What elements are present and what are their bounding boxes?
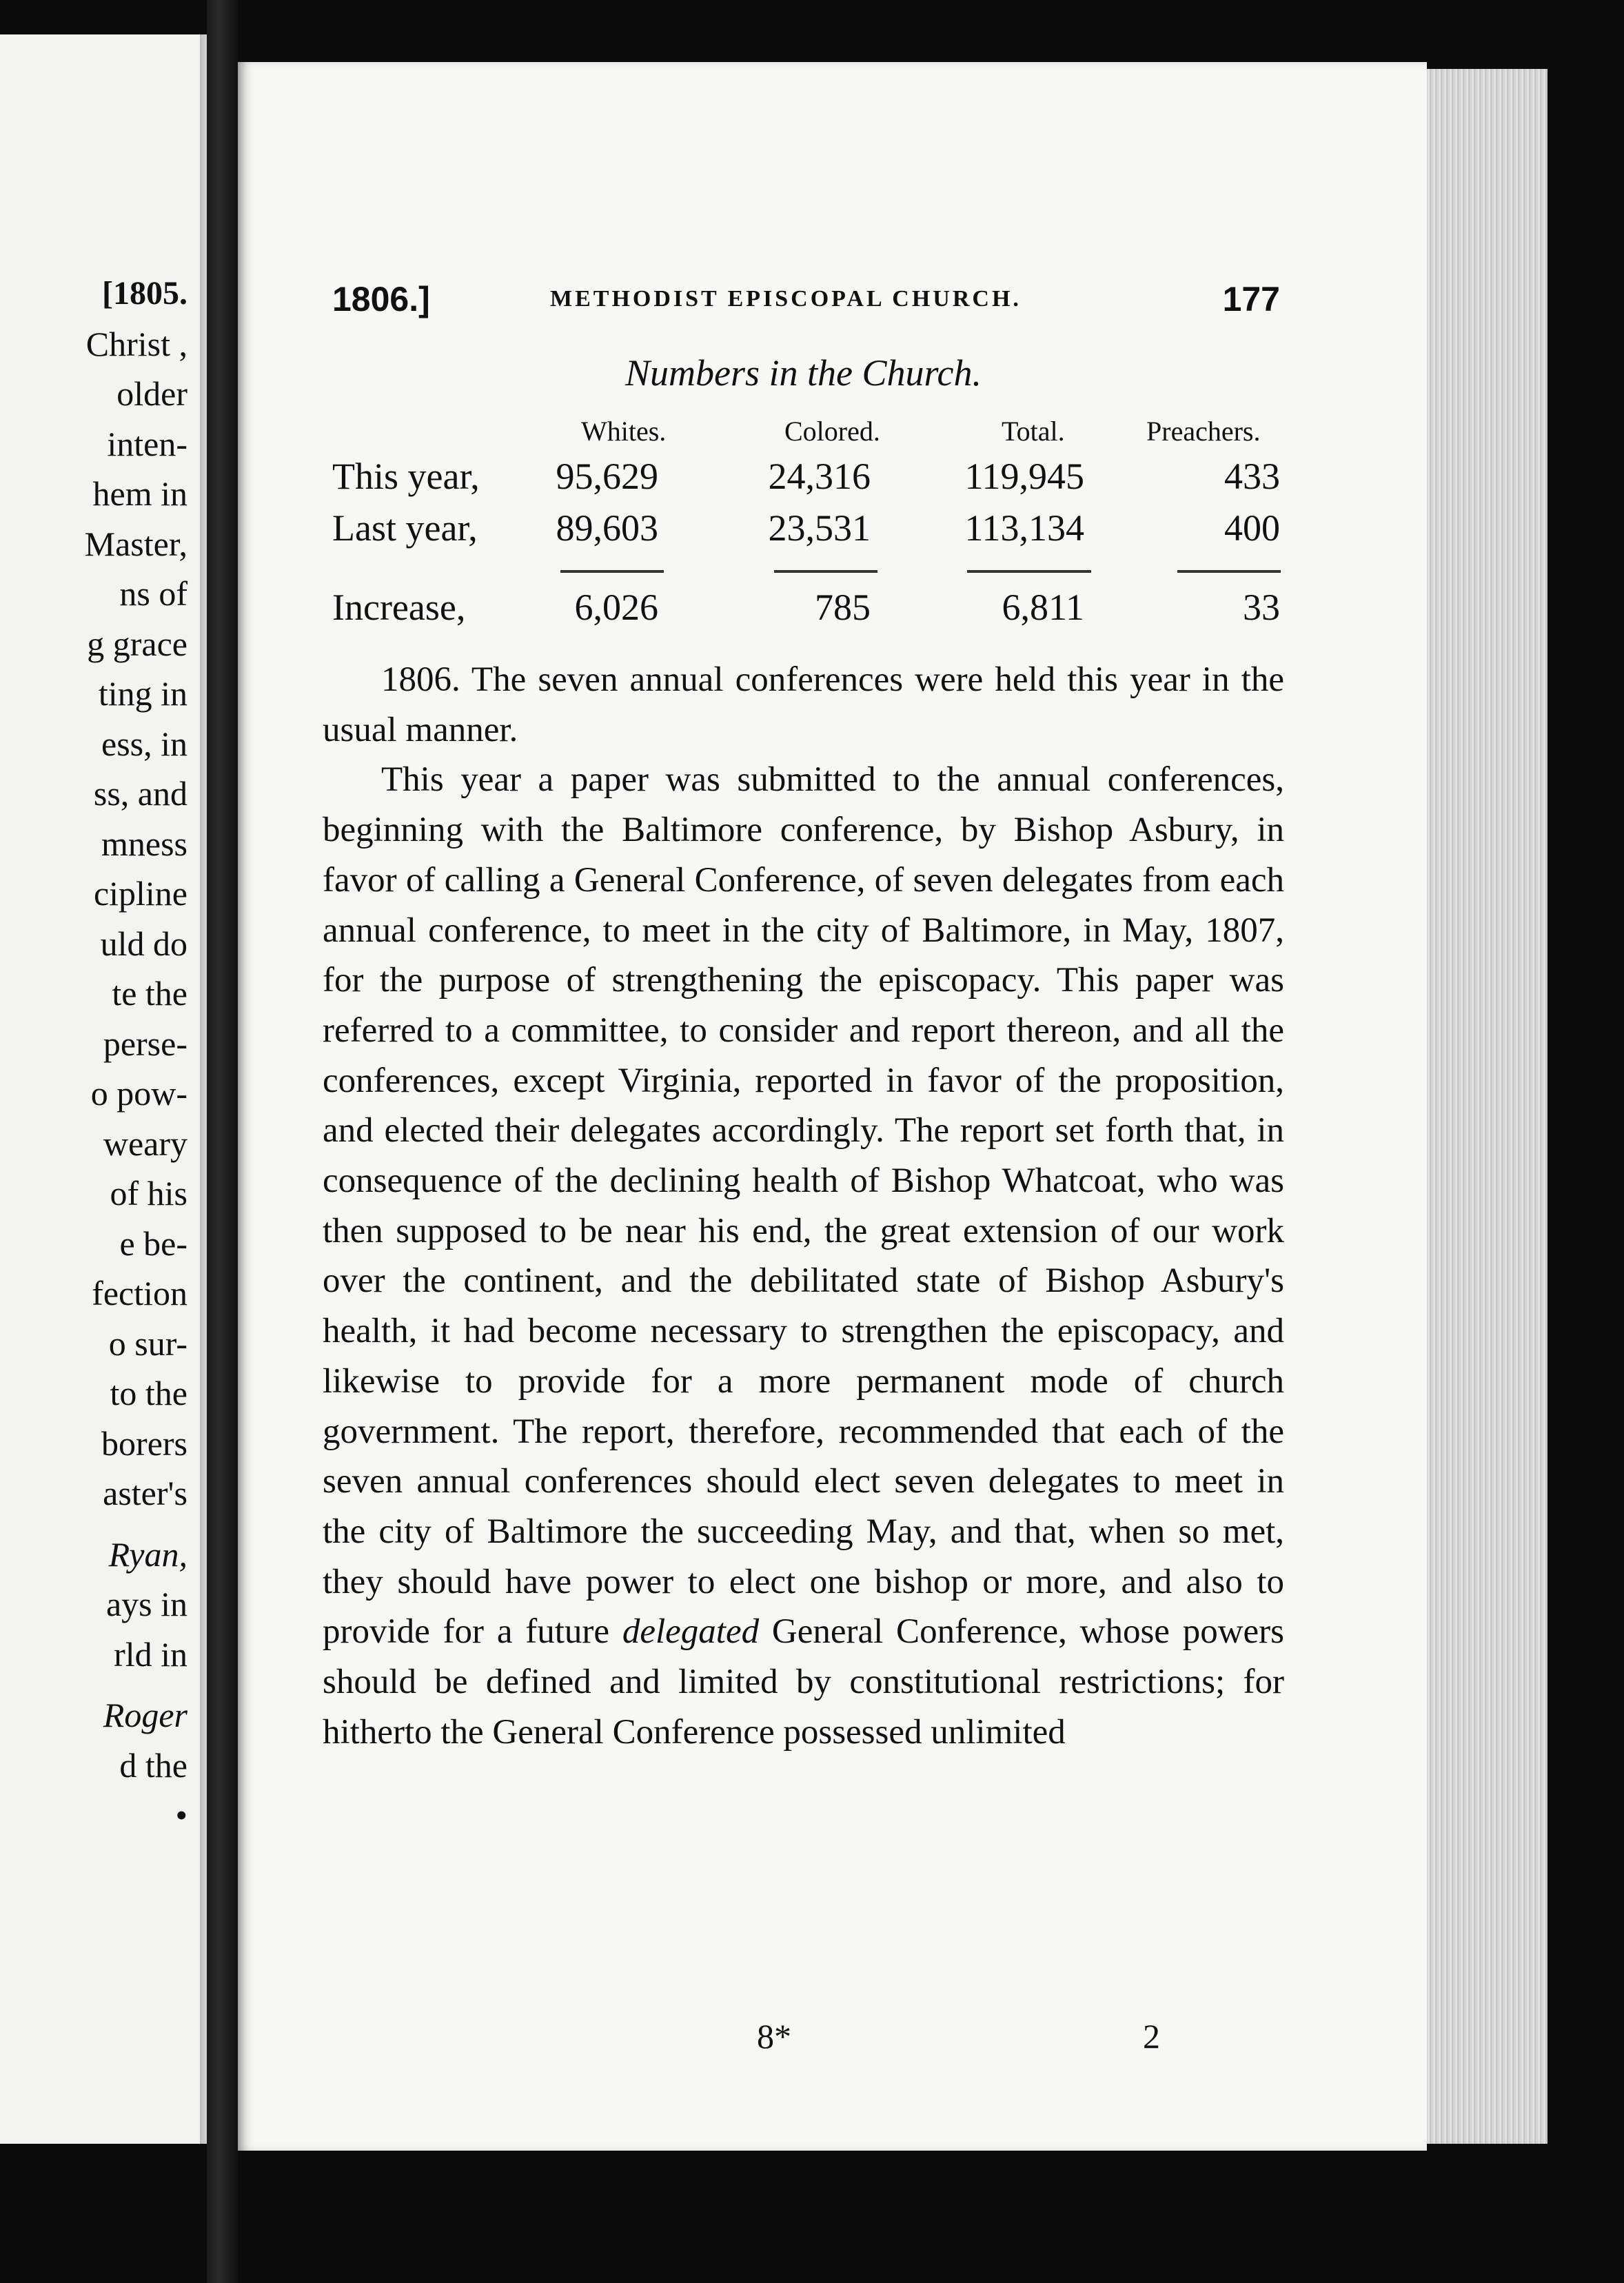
row-label-increase: Increase, <box>332 587 466 628</box>
left-line: fection <box>92 1274 187 1312</box>
left-line: ays in <box>105 1585 187 1623</box>
left-line: Christ , <box>85 324 187 363</box>
paragraph-general-conference-proposal <box>323 755 1284 1757</box>
left-line: • <box>175 1796 187 1834</box>
left-line: weary <box>103 1124 187 1163</box>
column-header-colored: Colored. <box>784 416 880 447</box>
left-line: g grace <box>87 624 187 663</box>
page-year-reference: 1806.] <box>332 280 430 318</box>
left-line: borers <box>101 1423 187 1463</box>
left-line: Ryan, <box>108 1534 187 1574</box>
sum-rule <box>1177 570 1281 573</box>
left-line: to the <box>110 1374 187 1412</box>
book-gutter <box>207 0 238 2283</box>
italic-word-delegated: delegated <box>622 1612 760 1652</box>
cell-last-year-whites: 89,603 <box>556 507 658 549</box>
left-line: te the <box>112 974 187 1013</box>
left-line: Roger <box>103 1696 187 1734</box>
cell-increase-colored: 785 <box>815 587 871 628</box>
running-title: METHODIST EPISCOPAL CHURCH. <box>550 286 1022 312</box>
page-number: 177 <box>1222 280 1280 318</box>
cell-increase-total: 6,811 <box>1002 587 1084 628</box>
page-stack-edge <box>1427 69 1547 2144</box>
left-line: e be- <box>119 1224 187 1263</box>
left-page-gutter-shadow <box>200 34 207 2144</box>
column-header-total: Total. <box>1002 416 1065 447</box>
cell-this-year-colored: 24,316 <box>768 456 871 497</box>
signature-number: 2 <box>1143 2017 1160 2056</box>
left-line: rld in <box>114 1634 187 1674</box>
cell-increase-preachers: 33 <box>1243 587 1280 628</box>
left-line: ss, and <box>93 774 187 813</box>
cell-increase-whites: 6,026 <box>574 587 658 628</box>
left-facing-page <box>0 34 207 2144</box>
row-label-last-year: Last year, <box>332 507 478 549</box>
signature-mark: 8* <box>757 2017 791 2056</box>
running-head <box>323 279 1284 327</box>
membership-statistics-table <box>323 415 1284 642</box>
cell-this-year-whites: 95,629 <box>556 456 658 497</box>
sum-rule <box>774 570 877 573</box>
left-line: d the <box>119 1745 187 1785</box>
left-line: ns of <box>119 574 187 613</box>
sum-rule <box>967 570 1091 573</box>
left-line: of his <box>110 1174 187 1212</box>
table-title: Numbers in the Church. <box>625 352 982 394</box>
cell-last-year-preachers: 400 <box>1224 507 1280 549</box>
sum-rule <box>560 570 664 573</box>
left-line: perse- <box>103 1024 187 1063</box>
column-header-preachers: Preachers. <box>1146 416 1261 447</box>
cell-last-year-colored: 23,531 <box>768 507 871 549</box>
paragraph-1806-conferences: 1806. The seven annual conferences were held this year in the usual manner. <box>323 660 1284 749</box>
left-line: [1805. <box>102 275 187 312</box>
left-line: o pow- <box>90 1074 187 1113</box>
left-line: o sur- <box>108 1323 187 1363</box>
left-line: older <box>116 374 187 413</box>
left-line: inten- <box>107 424 187 463</box>
cell-last-year-total: 113,134 <box>964 507 1084 549</box>
left-page-text-fragments <box>85 269 187 1840</box>
cell-this-year-total: 119,945 <box>964 456 1084 497</box>
left-line: aster's <box>103 1474 187 1512</box>
left-line: ess, in <box>101 724 187 763</box>
left-line: mness <box>101 824 187 863</box>
paragraph-text-continued: General Conference, whose powers should be defined and limited by constitutional restrictions; for hitherto the General Conference possessed unlimited <box>323 1612 1285 1752</box>
left-line: cipline <box>93 874 187 913</box>
column-header-whites: Whites. <box>581 416 667 447</box>
left-line: ting in <box>98 674 187 713</box>
paragraph-text: This year a paper was submitted to the annual conferences, beginning with the Baltimore conference, by Bishop Asbury, in favor of calling a General Conference, of seven delegates from each annual conference, to meet in the city of Baltimore, in May, 1807, for the purpose of strengthening the episcopacy. This paper was referred to a committee, to consider and report thereon, and all the conferences, except Virginia, reported in favor of the proposition, and elected their delegates accordingly. The report set forth that, in consequence of the declining health of Bishop Whatcoat, who was then supposed to be near his end, the great extension of our work over the continent, and the debilitated state of Bishop Asbury's health, it had become necessary to strengthen the episcopacy, and likewise to provide for a more permanent mode of church government. The report, therefore, recommended that each of the seven annual conferences should elect seven delegates to meet in the city of Baltimore the succeeding May, and that, when so met, they should have power to elect one bishop or more, and also to provide for a future <box>323 760 1284 1652</box>
left-line: Master, <box>84 524 187 563</box>
cell-this-year-preachers: 433 <box>1224 456 1280 497</box>
row-label-this-year: This year, <box>332 456 480 497</box>
body-text <box>323 655 1284 1757</box>
left-line: hem in <box>92 474 187 513</box>
left-line: uld do <box>100 924 187 963</box>
